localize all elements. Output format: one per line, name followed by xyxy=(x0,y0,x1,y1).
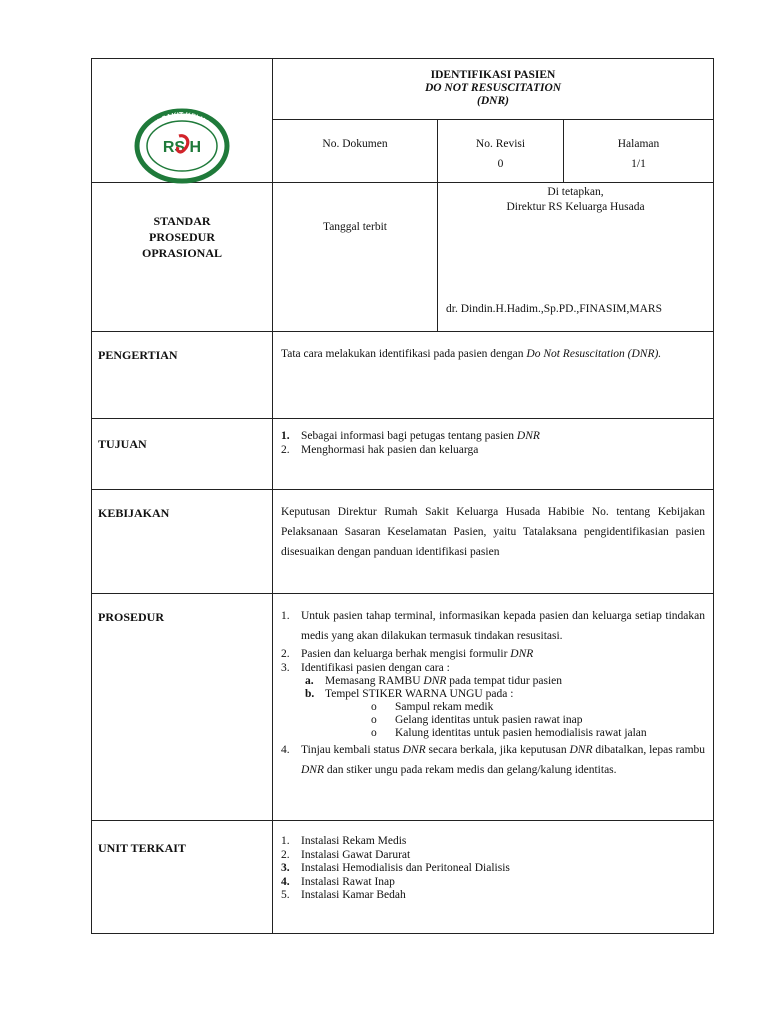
list-item: 5. Instalasi Kamar Bedah xyxy=(281,889,406,901)
halaman-value: 1/1 xyxy=(631,157,646,170)
list-item: 3. Instalasi Hemodialisis dan Peritoneal Dialisis xyxy=(281,862,510,874)
prosedur-body xyxy=(273,594,714,821)
list-item: 3. Identifikasi pasien dengan cara : a. Memasang RAMBU DNR pada tempat tidur pasien b. Tempel STIKER WARNA UNGU pada : o Sampul rekam medik o Gelang identitas untuk pasien rawat inap o Kalung identitas untuk pasien hemodialisis rawat jalan xyxy=(281,662,705,741)
list-item: o Gelang identitas untuk pasien rawat inap xyxy=(371,714,583,726)
kebijakan-body xyxy=(273,490,714,594)
direktur-label: Direktur RS Keluarga Husada xyxy=(506,201,645,213)
pengertian-label: PENGERTIAN xyxy=(92,332,273,419)
list-item: 1. Instalasi Rekam Medis xyxy=(281,835,407,847)
hospital-logo xyxy=(132,107,232,185)
logo-emblem-icon xyxy=(132,107,232,185)
ditetapkan-cell xyxy=(438,183,714,332)
logo-ring-bottom: BATAM xyxy=(172,172,195,181)
prosedur-sublist xyxy=(301,675,705,701)
tujuan-label: TUJUAN xyxy=(92,419,273,490)
no-revisi-cell xyxy=(438,119,564,182)
list-item: o Kalung identitas untuk pasien hemodialisis rawat jalan xyxy=(371,727,647,739)
sop-label-1: STANDAR xyxy=(153,214,211,228)
list-item: 2. Menghormasi hak pasien dan keluarga xyxy=(281,443,479,456)
list-item: 4. Tinjau kembali status DNR secara berkala, jika keputusan DNR dibatalkan, lepas rambu DNR dan stiker ungu pada rekam medis dan gelang/kalung identitas. xyxy=(281,744,706,776)
sop-label-3: OPRASIONAL xyxy=(141,246,222,260)
list-item: 4. Instalasi Rawat Inap xyxy=(281,875,395,888)
ditetapkan-label: Di tetapkan, xyxy=(547,186,604,198)
logo-cell xyxy=(92,59,273,183)
prosedur-list xyxy=(281,606,705,780)
list-item: 2. Instalasi Gawat Darurat xyxy=(281,848,411,861)
no-dokumen-cell xyxy=(273,119,438,182)
sop-document xyxy=(91,58,713,934)
title-line-3: (DNR) xyxy=(477,95,509,107)
pengertian-body xyxy=(273,332,714,419)
unit-terkait-label: UNIT TERKAIT xyxy=(92,821,273,934)
document-title xyxy=(273,59,714,120)
director-name: dr. Dindin.H.Hadim.,Sp.PD.,FINASIM,MARS xyxy=(446,303,662,315)
kebijakan-label: KEBIJAKAN xyxy=(92,490,273,594)
tujuan-list xyxy=(281,430,705,457)
sop-label-2: PROSEDUR xyxy=(148,230,215,244)
unit-terkait-body xyxy=(273,821,714,934)
pengertian-text: Tata cara melakukan identifikasi pada pasien dengan xyxy=(281,348,527,360)
sop-label-cell xyxy=(92,183,273,332)
tujuan-body xyxy=(273,419,714,490)
list-item: 1. Untuk pasien tahap terminal, informasikan kepada pasien dan keluarga setiap tindakan medis yang akan dilakukan termasuk tindakan resusitasi. xyxy=(281,610,706,642)
prosedur-label: PROSEDUR xyxy=(92,594,273,821)
halaman-cell xyxy=(564,119,714,182)
title-line-2: DO NOT RESUSCITATION xyxy=(424,82,562,94)
list-item: a. Memasang RAMBU DNR pada tempat tidur pasien xyxy=(305,675,562,687)
kebijakan-text: Keputusan Direktur Rumah Sakit Keluarga Husada Habibie No. tentang Kebijakan Pelaksanaan Sasaran Keselamatan Pasien, yaitu Tatalaksana pengidentifikasian pasien disesuaikan dengan panduan identifikasi pasien xyxy=(281,506,706,558)
halaman-label: Halaman xyxy=(617,137,660,150)
list-item: o Sampul rekam medik xyxy=(371,701,494,713)
svg-text:BATAM xyxy=(172,173,194,180)
prosedur-bullets xyxy=(301,701,705,740)
no-dokumen-label: No. Dokumen xyxy=(322,137,388,150)
unit-terkait-list xyxy=(281,835,705,903)
pengertian-term: Do Not Resuscitation (DNR). xyxy=(526,348,662,360)
tanggal-terbit-label: Tanggal terbit xyxy=(322,221,388,233)
list-item: b. Tempel STIKER WARNA UNGU pada : xyxy=(305,688,514,700)
no-revisi-value: 0 xyxy=(497,157,504,170)
sop-table xyxy=(91,58,714,934)
logo-ring-text: RUMAH SAKIT KELUARGA H xyxy=(141,111,223,146)
no-revisi-label: No. Revisi xyxy=(475,137,526,150)
tanggal-terbit-cell xyxy=(273,183,438,332)
title-line-1: IDENTIFIKASI PASIEN xyxy=(430,69,556,81)
list-item: 1. Sebagai informasi bagi petugas tentang pasien DNR xyxy=(281,430,540,442)
logo-text: RS H xyxy=(162,139,202,156)
list-item: 2. Pasien dan keluarga berhak mengisi formulir DNR xyxy=(281,648,534,660)
